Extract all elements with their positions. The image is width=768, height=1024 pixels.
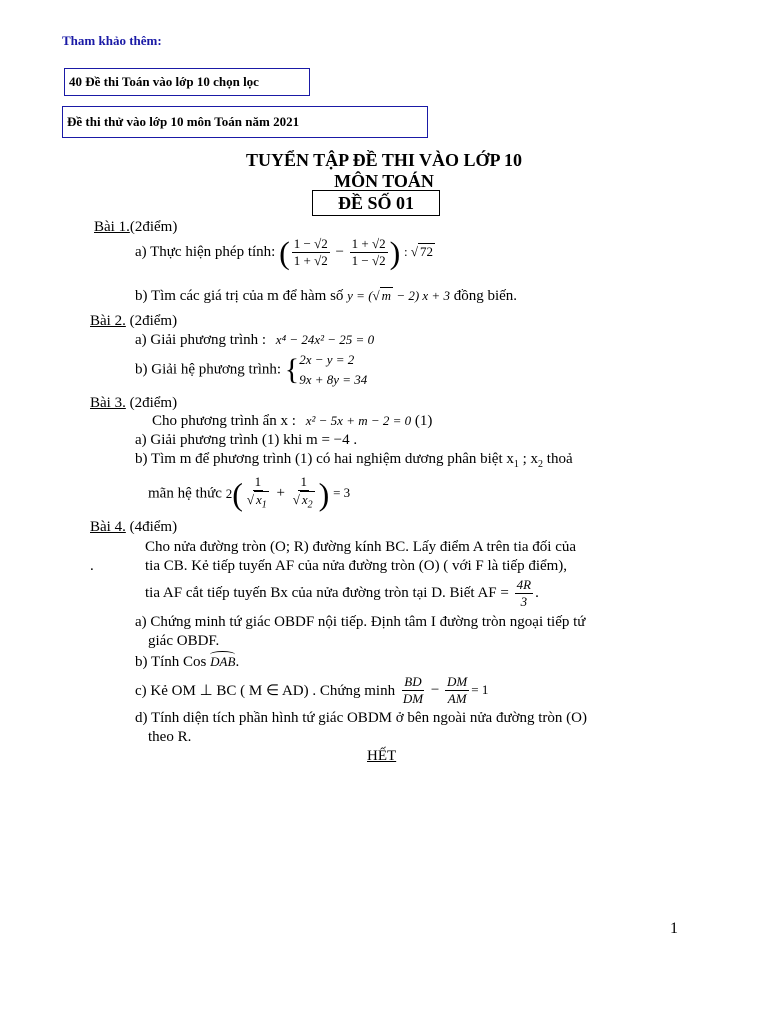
bai4-c: c) Kẻ OM ⊥ BC ( M ∈ AD) . Chứng minh $\frac{BD}{DM}$ − $\frac{DM}{AM}$ = 1	[135, 674, 489, 706]
bai1-b: b) Tìm các giá trị của m để hàm số y = (√ m − 2) x + 3 đồng biến.	[135, 288, 518, 304]
subject-title: MÔN TOÁN	[334, 171, 434, 191]
bai4-heading: Bài 4. (4điểm)	[90, 519, 178, 535]
bai4-p2-dot: .	[90, 558, 94, 574]
page-number: 1	[670, 920, 678, 937]
link-mock-exam-2021[interactable]: Đề thi thử vào lớp 10 môn Toán năm 2021	[62, 106, 428, 138]
exam-code: ĐỀ SỐ 01	[312, 190, 440, 216]
bai3-heading: Bài 3. (2điểm)	[90, 395, 178, 411]
bai2-b: b) Giải hệ phương trình: {2x − y = 2 9x + 8y = 34	[135, 352, 368, 387]
bai3-condition: mãn hệ thức 2( $\frac{1}{√ x_1}$ + $\frac{1}{√ x_2}$ ) = 3	[148, 474, 351, 512]
bai4-a2: giác OBDF.	[148, 633, 220, 649]
bai1-heading: Bài 1.(2điểm)	[94, 219, 178, 235]
arc-angle-dab: DAB	[210, 654, 236, 669]
bai3-b: b) Tìm m để phương trình (1) có hai nghiệm dương phân biệt $x_1$ ; $x_2$ thoả	[135, 451, 573, 470]
bai4-p2: tia CB. Kẻ tiếp tuyến AF của nửa đường tròn (O) ( với F là tiếp điểm),	[145, 558, 568, 574]
end-marker: HẾT	[367, 748, 397, 764]
bai1-a: a) Thực hiện phép tính: ( $\frac{1 - √2}{1 + √2}$ − $\frac{1 + √2}{1 - √2}$ ) : √ 72	[135, 234, 434, 271]
bai3-a: a) Giải phương trình (1) khi m = −4 .	[135, 432, 358, 448]
link-40-exams[interactable]: 40 Đề thi Toán vào lớp 10 chọn lọc	[64, 68, 310, 96]
bai4-d1: d) Tính diện tích phần hình tứ giác OBDM ở bên ngoài nửa đường tròn (O)	[135, 710, 587, 726]
bai3-intro: Cho phương trình ẩn x : x² − 5x + m − 2 = 0 (1)	[152, 413, 433, 429]
bai2-a: a) Giải phương trình : x⁴ − 24x² − 25 = 0	[135, 332, 375, 348]
bai4-p1: Cho nửa đường tròn (O; R) đường kính BC. Lấy điểm A trên tia đối của	[145, 539, 577, 555]
bai4-a1: a) Chứng minh tứ giác OBDF nội tiếp. Định tâm I đường tròn ngoại tiếp tứ	[135, 614, 586, 630]
reference-heading: Tham khảo thêm:	[62, 33, 162, 48]
bai2-heading: Bài 2. (2điểm)	[90, 313, 178, 329]
bai4-d2: theo R.	[148, 729, 192, 745]
bai4-b: b) Tính Cos DAB.	[135, 654, 240, 670]
bai4-p3: tia AF cắt tiếp tuyến Bx của nửa đường tròn tại D. Biết AF = $\frac{4R}{3}$ .	[145, 577, 539, 609]
page-title: TUYỂN TẬP ĐỀ THI VÀO LỚP 10	[245, 150, 523, 170]
